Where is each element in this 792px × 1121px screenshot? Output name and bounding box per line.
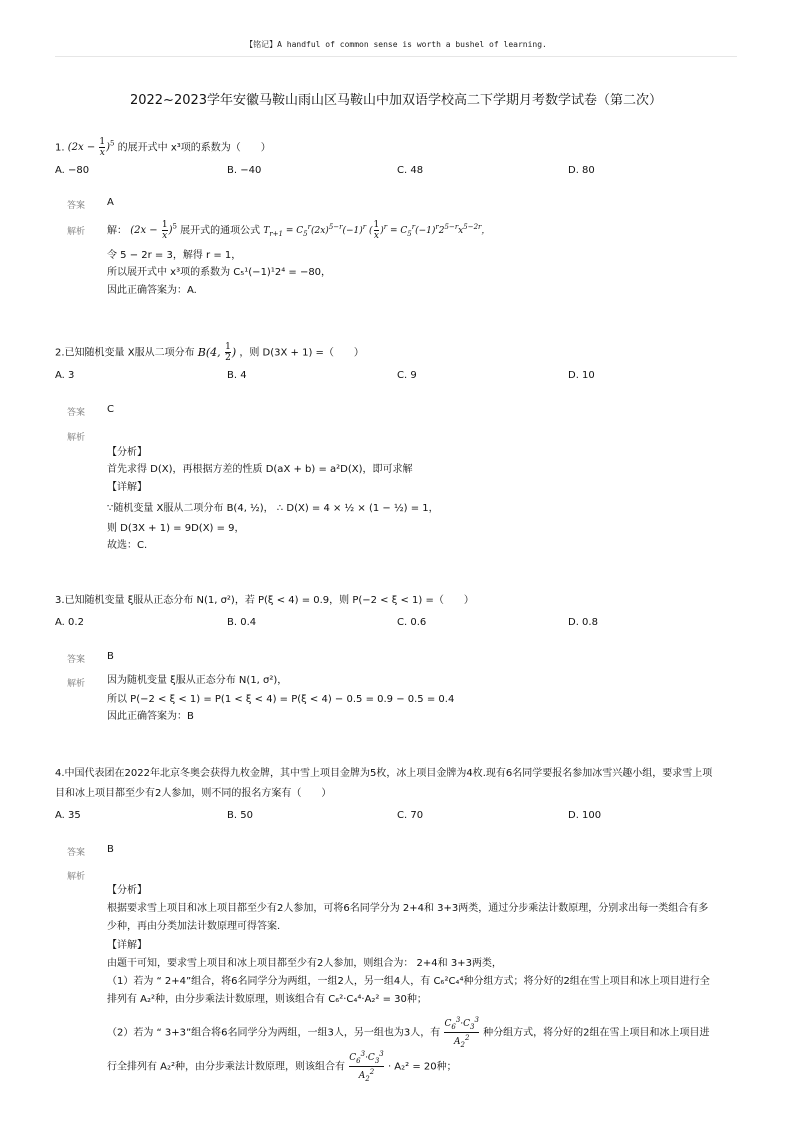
question-1-stem — [55, 137, 271, 158]
question-2-option-c[interactable]: C. 9 — [397, 370, 417, 381]
question-4-solution-line-8: （2）若为 “ 3+3”组合将6名同学分为两组，一组3人，另一组也为3人，有 $\frac{C_6^3\cdot C_3^3}{A_2^2}$ 种分组方式，将分好的2组在雪上项目和冰上项目进 — [107, 1016, 710, 1049]
question-3-solution-line-3: 因此正确答案为：B — [107, 711, 194, 722]
question-4-answer: B — [107, 844, 114, 855]
question-1-option-d[interactable]: D. 80 — [568, 165, 595, 176]
question-4-analysis-label: 解析 — [67, 872, 86, 882]
question-2-option-d[interactable]: D. 10 — [568, 370, 595, 381]
question-4-option-a[interactable]: A. 35 — [55, 810, 81, 821]
question-2-solution-line-1: 【分析】 — [107, 447, 147, 458]
question-3-option-c[interactable]: C. 0.6 — [397, 617, 427, 628]
question-2-answer-label: 答案 — [67, 408, 86, 418]
question-3-option-b[interactable]: B. 0.4 — [227, 617, 257, 628]
question-2-stem: 2.已知随机变量 X服从二项分布 B(4, $\frac{1}{2}$ ) ，则 D(3X + 1) =（ ） — [55, 342, 364, 363]
question-1-solution-line-4: 因此正确答案为：A. — [107, 285, 197, 296]
question-2-solution-line-4: ∵随机变量 X服从二项分布 B(4, ½)， ∴ D(X) = 4 × ½ × (1 − ½) = 1， — [107, 503, 439, 514]
question-2-option-a[interactable]: A. 3 — [55, 370, 75, 381]
question-1-analysis-label: 解析 — [67, 227, 86, 237]
question-4-stem-line-2: 目和冰上项目都至少有2人参加，则不同的报名方案有（ ） — [55, 788, 332, 799]
question-1-solution-line-3: 所以展开式中 x³项的系数为 C₅¹(−1)¹2⁴ = −80， — [107, 267, 332, 278]
question-4-solution-line-7: 排列有 A₂²种，由分步乘法计数原理，则该组合有 C₆²·C₄⁴·A₂² = 30种； — [107, 994, 427, 1005]
question-2-answer: C — [107, 404, 114, 415]
question-3-answer: B — [107, 651, 114, 662]
question-4-solution-line-9: 行全排列有 A₂²种，由分步乘法计数原理，则该组合有 $\frac{C_6^3\cdot C_3^3}{A_2^2}$ · A₂² = 20种； — [107, 1050, 457, 1083]
question-4-solution-line-1: 【分析】 — [107, 885, 147, 896]
question-2-solution-line-3: 【详解】 — [107, 482, 147, 493]
question-4-option-b[interactable]: B. 50 — [227, 810, 253, 821]
question-1-tail: 的展开式中 x³项的系数为（ ） — [117, 142, 271, 154]
question-4-answer-label: 答案 — [67, 848, 86, 858]
question-1-solution-line-1: 解： (2x − $\frac{1}{x}$ )$^5$ 展开式的通项公式 $T_{r+1} = C_5^r(2x)^{5-r}(-1)^r$ ( $\frac{1}{x}$ )$^r = C_5^r(-1)^r2^{5-r}x^{5-2r}$， — [107, 220, 491, 242]
header-motto: 【铭记】A handful of common sense is worth a bushel of learning. — [245, 40, 547, 49]
question-2-analysis-label: 解析 — [67, 433, 86, 443]
question-3-option-d[interactable]: D. 0.8 — [568, 617, 598, 628]
question-1-number: 1. — [55, 142, 65, 154]
page-title: 2022~2023学年安徽马鞍山雨山区马鞍山中加双语学校高二下学期月考数学试卷（第二次） — [129, 93, 663, 108]
question-1-option-a[interactable]: A. −80 — [55, 165, 90, 176]
header-divider — [55, 56, 737, 57]
question-4-solution-line-5: 由题干可知，要求雪上项目和冰上项目都至少有2人参加，则组合为： 2+4和 3+3两类， — [107, 958, 502, 969]
question-1-solution-line-2: 令 5 − 2r = 3，解得 r = 1， — [107, 250, 242, 261]
question-3-stem: 3.已知随机变量 ξ服从正态分布 N(1, σ²)，若 P(ξ < 4) = 0.9，则 P(−2 < ξ < 1) =（ ） — [55, 595, 474, 606]
question-4-solution-line-4: 【详解】 — [107, 940, 147, 951]
question-3-analysis-label: 解析 — [67, 679, 86, 689]
question-3-option-a[interactable]: A. 0.2 — [55, 617, 84, 628]
question-1-option-b[interactable]: B. −40 — [227, 165, 262, 176]
question-2-solution-line-2: 首先求得 D(X)，再根据方差的性质 D(aX + b) = a²D(X)，即可求解 — [107, 464, 413, 475]
question-3-answer-label: 答案 — [67, 655, 86, 665]
question-1-answer: A — [107, 197, 114, 208]
question-2-option-b[interactable]: B. 4 — [227, 370, 247, 381]
question-2-solution-line-5: 则 D(3X + 1) = 9D(X) = 9， — [107, 523, 245, 534]
question-2-solution-line-6: 故选：C. — [107, 540, 148, 551]
question-1-option-c[interactable]: C. 48 — [397, 165, 424, 176]
question-3-solution-line-2: 所以 P(−2 < ξ < 1) = P(1 < ξ < 4) = P(ξ < 4) − 0.5 = 0.9 − 0.5 = 0.4 — [107, 694, 455, 705]
question-3-solution-line-1: 因为随机变量 ξ服从正态分布 N(1, σ²)， — [107, 675, 288, 686]
question-4-solution-line-6: （1）若为 “ 2+4”组合，将6名同学分为两组，一组2人，另一组4人，有 C₆²C₄⁴种分组方式；将分好的2组在雪上项目和冰上项目进行全 — [107, 976, 710, 987]
question-4-solution-line-3: 少种，再由分类加法计数原理可得答案. — [107, 921, 281, 932]
question-1-expression: (2x − $\frac{1}{x}$ )$^5$ — [67, 137, 115, 159]
question-4-option-c[interactable]: C. 70 — [397, 810, 424, 821]
question-4-stem-line-1: 4.中国代表团在2022年北京冬奥会获得九枚金牌，其中雪上项目金牌为5枚，冰上项目金牌为4枚.现有6名同学要报名参加冰雪兴趣小组，要求雪上项 — [55, 768, 713, 779]
question-4-option-d[interactable]: D. 100 — [568, 810, 602, 821]
question-4-solution-line-2: 根据要求雪上项目和冰上项目都至少有2人参加，可将6名同学分为 2+4和 3+3两类，通过分步乘法计数原理，分别求出每一类组合有多 — [107, 903, 709, 914]
question-1-answer-label: 答案 — [67, 201, 86, 211]
